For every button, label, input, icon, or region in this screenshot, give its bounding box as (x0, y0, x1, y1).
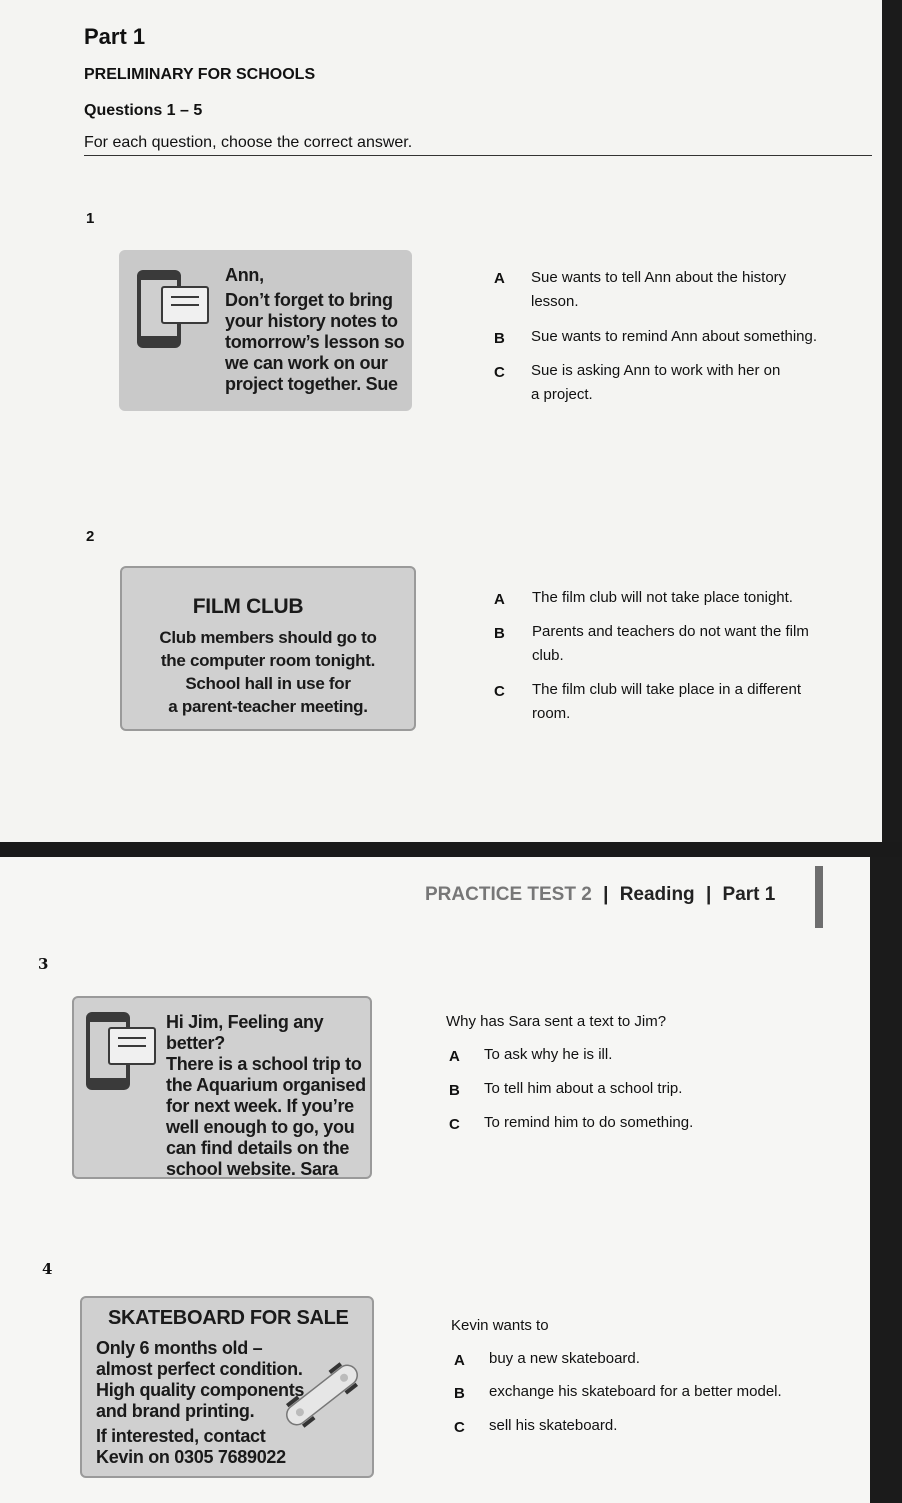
running-header-separator: | (705, 884, 712, 905)
option-text: To tell him about a school trip. (484, 1080, 683, 1097)
message-line: we can work on our (225, 353, 388, 373)
message-line: project together. Sue (225, 374, 398, 394)
option-text: Sue is asking Ann to work with her on (531, 362, 781, 379)
option-text: room. (532, 705, 571, 722)
ad-line: Only 6 months old – (96, 1338, 263, 1358)
page-edge (882, 0, 902, 842)
message-bubble-icon (108, 1027, 156, 1065)
instruction: For each question, choose the correct answer. (84, 134, 413, 151)
question-stem: Kevin wants to (451, 1317, 549, 1334)
notice-line: Club members should go to (159, 628, 377, 647)
ad-title: SKATEBOARD FOR SALE (108, 1307, 349, 1329)
option-text: To ask why he is ill. (484, 1046, 613, 1063)
advert-box (80, 1296, 374, 1478)
ad-line: almost perfect condition. (96, 1359, 303, 1379)
option-letter: C (449, 1116, 460, 1133)
running-header (425, 884, 775, 906)
notice-line: a parent-teacher meeting. (168, 697, 368, 716)
message-line: can find details on the (166, 1138, 350, 1158)
exam-name: PRELIMINARY FOR SCHOOLS (84, 66, 316, 83)
option-letter: C (454, 1419, 465, 1436)
part-title: Part 1 (84, 24, 146, 49)
ad-line: High quality components (96, 1380, 305, 1400)
option-text: lesson. (531, 293, 579, 310)
header-accent-bar (815, 866, 823, 928)
message-line: your history notes to (225, 311, 398, 331)
option-text: The film club will take place in a different (532, 681, 802, 698)
message-bubble-icon (161, 286, 209, 324)
running-header-part: Part 1 (722, 884, 776, 905)
skateboard-icon (272, 1350, 372, 1440)
text-message-box (72, 996, 372, 1179)
question-text: Why has Sara sent a text to Jim? (446, 1013, 667, 1030)
message-line: tomorrow’s lesson so (225, 332, 405, 352)
notice-line: School hall in use for (185, 674, 351, 693)
questions-range: Questions 1 – 5 (84, 102, 203, 119)
message-line: There is a school trip to (166, 1054, 362, 1074)
option-text: To remind him to do something. (484, 1114, 694, 1131)
option-text: club. (532, 647, 564, 664)
option-letter: B (494, 330, 505, 347)
question-number: 2 (86, 528, 95, 545)
option-letter: B (449, 1082, 460, 1099)
notice-title: FILM CLUB (192, 595, 304, 618)
message-line: Ann, (225, 265, 264, 285)
option-text: a project. (531, 386, 593, 403)
ad-line: If interested, contact (96, 1426, 266, 1446)
notice-box (120, 566, 416, 731)
message-line: the Aquarium organised (166, 1075, 366, 1095)
question-number: 1 (86, 210, 95, 227)
option-text: Sue wants to tell Ann about the history (531, 269, 787, 286)
option-letter: C (494, 364, 505, 381)
page-separator (0, 842, 902, 857)
option-text: sell his skateboard. (489, 1417, 618, 1434)
notice-line: the computer room tonight. (160, 651, 376, 670)
message-line: well enough to go, you (166, 1117, 355, 1137)
option-letter: B (494, 625, 505, 642)
message-line: Don’t forget to bring (225, 290, 393, 310)
option-letter: A (449, 1048, 460, 1065)
running-header-separator: | (603, 884, 609, 905)
ad-line: Kevin on 0305 7689022 (96, 1447, 286, 1467)
ad-line: and brand printing. (96, 1401, 255, 1421)
running-header-test: PRACTICE TEST 2 (425, 884, 592, 905)
message-line: for next week. If you’re (166, 1096, 354, 1116)
page-edge (870, 857, 902, 1503)
option-letter: B (454, 1385, 465, 1402)
question-number: 3 (38, 955, 49, 973)
option-text: buy a new skateboard. (489, 1350, 640, 1367)
option-letter: C (494, 683, 505, 700)
option-letter: A (454, 1352, 465, 1369)
message-line: Hi Jim, Feeling any better? (166, 1012, 324, 1053)
option-letter: A (494, 591, 505, 608)
option-text: The film club will not take place tonight. (532, 589, 793, 606)
option-text: Sue wants to remind Ann about something. (531, 328, 818, 345)
option-text: exchange his skateboard for a better model. (489, 1383, 782, 1400)
divider (84, 155, 872, 156)
question-number: 4 (42, 1260, 53, 1278)
option-letter: A (494, 270, 505, 287)
message-line: school website. Sara (166, 1159, 339, 1179)
option-text: Parents and teachers do not want the film (532, 623, 809, 640)
running-header-section: Reading (619, 884, 695, 905)
text-message-box (119, 250, 412, 411)
